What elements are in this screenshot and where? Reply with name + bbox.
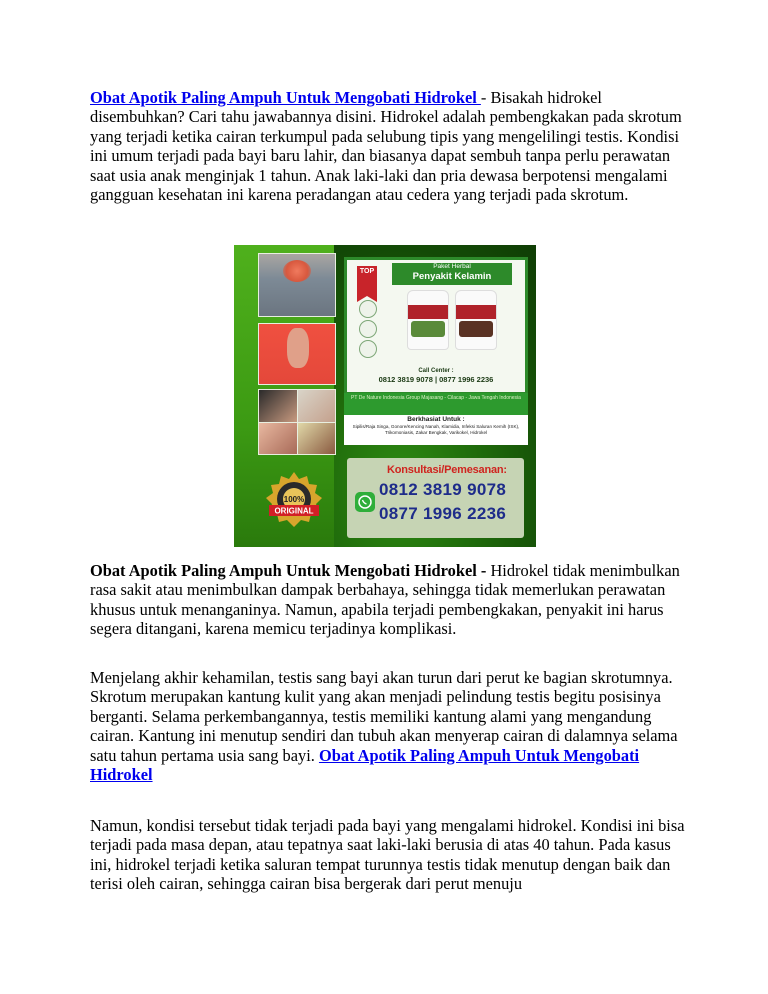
svg-text:100%: 100% [283, 495, 305, 504]
intro-text: - Bisakah hidrokel disembuhkan? Cari tahu jawabannya disini. Hidrokel adalah pembengkakan pada skrotum yang terjadi ketika cairan terkumpul pada selubung tipis yang mengelilingi testis. Kondisi ini umum terjadi pada bayi baru lahir, dan biasanya dapat sembuh tanpa perlu perawatan saat usia anak menginjak 1 tahun. Anak laki-laki dan pria dewasa berpotensi mengalami gangguan kesehatan ini karena peradangan atau cedera yang terjadi pada skrotum. [90, 88, 682, 205]
title-link[interactable]: Obat Apotik Paling Ampuh Untuk Mengobati Hidrokel [90, 88, 481, 107]
product-jar-2 [455, 290, 497, 350]
paragraph-2-bold-title: Obat Apotik Paling Ampuh Untuk Mengobati Hidrokel - [90, 561, 491, 580]
product-promo-image [234, 245, 536, 547]
company-info: PT De Nature Indonesia Group Majasang - Cilacap - Jawa Tengah Indonesia [344, 393, 528, 415]
paragraph-4 [90, 816, 686, 894]
symptom-photo-1 [258, 253, 336, 317]
paragraph-3-text: Menjelang akhir kehamilan, testis sang bayi akan turun dari perut ke bagian skrotumnya. Skrotum merupakan kantung kulit yang akan menjadi pelindung testis begitu posisinya berganti. Selama perkembangannya, testis memiliki kantung alami yang mengandung cairan. Kantung ini menutup sendiri dan tubuh akan menyerap cairan di dalamnya selama satu tahun pertama usia sang bayi. [90, 668, 678, 765]
certification-icon [359, 300, 377, 318]
product-card [344, 257, 528, 395]
paragraph-2 [90, 561, 686, 639]
symptom-photo-2 [258, 323, 336, 385]
symptom-photo-grid [258, 389, 336, 455]
whatsapp-icon [355, 492, 375, 512]
inline-keyword-link[interactable]: Obat Apotik Paling Ampuh Untuk Mengobati Hidrokel [90, 745, 640, 785]
benefit-title: Berkhasiat Untuk : [407, 416, 465, 423]
svg-text:ORIGINAL: ORIGINAL [274, 506, 314, 516]
product-jar-1 [407, 290, 449, 350]
paragraph-3 [90, 668, 686, 784]
card-title: Penyakit Kelamin [412, 271, 492, 282]
consultation-title: Konsultasi/Pemesanan: [387, 464, 507, 476]
card-header [392, 263, 512, 285]
original-seal-icon [264, 470, 324, 530]
iso-certification-icon [359, 320, 377, 338]
halal-certification-icon [359, 340, 377, 358]
benefit-text: Sipilis/Raja Singa, Gonore/Kencing Nanah, Klamidia, Infeksi Saluran Kemih (ISK), Trikomoniasis, Zakar Bengkak, Varikokel, Hidrokel [352, 424, 520, 435]
call-center-label: Call Center : [418, 368, 454, 374]
phone-number-1: 0812 3819 9078 [379, 480, 507, 499]
benefit-box [344, 415, 528, 445]
consultation-box [347, 458, 524, 538]
call-center-numbers: 0812 3819 9078 | 0877 1996 2236 [378, 375, 494, 384]
phone-number-2: 0877 1996 2236 [379, 504, 507, 523]
paragraph-4-text: Namun, kondisi tersebut tidak terjadi pada bayi yang mengalami hidrokel. Kondisi ini bisa terjadi pada masa depan, atau tepatnya saat laki-laki berusia di atas 40 tahun. Pada kasus ini, hidrokel terjadi ketika saluran tempat turunnya testis tidak menutup dengan baik dan terisi oleh cairan, sehingga cairan bisa bergerak dari perut menuju [90, 816, 685, 894]
top-quality-badge: TOP [357, 266, 377, 296]
intro-paragraph [90, 88, 686, 204]
card-subtitle: Paket Herbal [433, 263, 471, 270]
paragraph-2-text: Hidrokel tidak menimbulkan rasa sakit atau menimbulkan dampak berbahaya, sehingga tidak memerlukan perawatan khusus untuk menanganinya. Namun, apabila terjadi pembengkakan, penyakit ini harus segera ditangani, karena memicu terjadinya komplikasi. [90, 561, 680, 639]
